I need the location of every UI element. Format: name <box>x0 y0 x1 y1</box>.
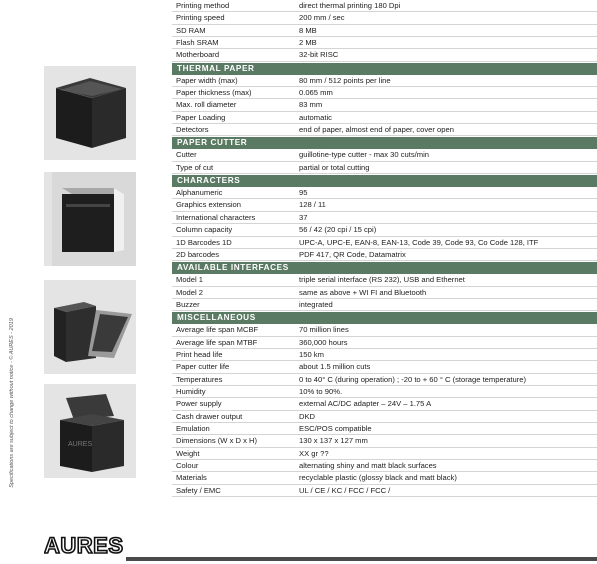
spec-label: Paper thickness (max) <box>176 88 252 98</box>
miscellaneous-section <box>172 312 597 497</box>
printer-closed-image <box>44 66 136 160</box>
section-header-interfaces: AVAILABLE INTERFACES <box>172 262 597 274</box>
spec-row <box>172 99 597 111</box>
spec-row <box>172 411 597 423</box>
spec-value: 360,000 hours <box>299 337 348 347</box>
aures-logo <box>44 531 124 559</box>
printer-photo-lid-up <box>44 384 136 478</box>
spec-value: 200 mm / sec <box>299 13 345 23</box>
spec-row <box>172 87 597 99</box>
spec-label: Buzzer <box>176 299 200 309</box>
spec-row <box>172 75 597 87</box>
spec-row <box>172 162 597 174</box>
spec-label: Humidity <box>176 386 206 396</box>
spec-value: 150 km <box>299 349 324 359</box>
spec-value: DKD <box>299 411 316 421</box>
spec-row <box>172 386 597 398</box>
printer-lid-image <box>44 384 136 478</box>
spec-value: integrated <box>299 299 333 309</box>
spec-label: Flash SRAM <box>176 38 219 48</box>
spec-value: UL / CE / KC / FCC / FCC / <box>299 485 391 495</box>
spec-value: same as above + WI FI and Bluetooth <box>299 287 427 297</box>
section-header-characters: CHARACTERS <box>172 175 597 187</box>
spec-row <box>172 423 597 435</box>
section-header-miscellaneous: MISCELLANEOUS <box>172 312 597 324</box>
printer-front-image <box>44 172 136 266</box>
spec-label: Printing method <box>176 1 230 10</box>
spec-label: Colour <box>176 461 199 470</box>
spec-row <box>172 485 597 497</box>
spec-label: Cutter <box>176 150 197 160</box>
spec-row <box>172 49 597 61</box>
spec-label: 1D Barcodes 1D <box>176 237 232 247</box>
printer-photo-front <box>44 172 136 266</box>
printer-photo-open-cover <box>44 280 136 374</box>
miscellaneous-rows <box>172 324 597 497</box>
spec-value: 80 mm / 512 points per line <box>299 75 391 85</box>
spec-value: 8 MB <box>299 25 317 35</box>
spec-value: PDF 417, QR Code, Datamatrix <box>299 249 406 259</box>
thermal-paper-rows <box>172 75 597 137</box>
spec-label: Safety / EMC <box>176 485 221 495</box>
spec-row <box>172 124 597 136</box>
thermal-paper-section <box>172 63 597 137</box>
spec-value: alternating shiny and matt black surfaces <box>299 461 437 470</box>
spec-label: Model 1 <box>176 275 204 285</box>
spec-row <box>172 435 597 447</box>
spec-value: triple serial interface (RS 232), USB and Ethernet <box>299 275 465 285</box>
spec-row <box>172 37 597 49</box>
spec-label: Emulation <box>176 423 210 433</box>
paper-cutter-rows <box>172 149 597 174</box>
spec-row <box>172 337 597 349</box>
spec-row <box>172 237 597 249</box>
svg-text:AURES: AURES <box>68 441 93 448</box>
spec-value: recyclable plastic (glossy black and matt black) <box>299 473 457 483</box>
spec-label: Average life span MTBF <box>176 337 258 347</box>
product-photos <box>44 0 136 563</box>
spec-row <box>172 274 597 286</box>
spec-label: Graphics extension <box>176 200 242 210</box>
spec-value: 0.065 mm <box>299 88 333 98</box>
spec-value: 32-bit RISC <box>299 50 339 60</box>
spec-label: Paper width (max) <box>176 75 238 85</box>
characters-rows <box>172 187 597 261</box>
spec-value: 95 <box>299 188 308 198</box>
spec-value: external AC/DC adapter – 24V – 1.75 A <box>299 399 432 409</box>
spec-label: Detectors <box>176 125 209 135</box>
spec-value: partial or total cutting <box>299 162 370 172</box>
spec-value: 37 <box>299 212 308 222</box>
spec-value: 2 MB <box>299 38 317 48</box>
spec-row <box>172 374 597 386</box>
section-header-paper-cutter: PAPER CUTTER <box>172 137 597 149</box>
side-note-text: Specifications are subject to change without notice - © AURES - 2019 <box>9 318 15 488</box>
spec-label: Dimensions (W x D x H) <box>176 436 258 446</box>
spec-label: Weight <box>176 448 200 458</box>
spec-label: Paper cutter life <box>176 362 230 372</box>
characters-section <box>172 175 597 261</box>
spec-label: Model 2 <box>176 287 204 297</box>
spec-row <box>172 460 597 472</box>
spec-value: 83 mm <box>299 100 323 110</box>
spec-row <box>172 112 597 124</box>
spec-label: Average life span MCBF <box>176 325 259 335</box>
footer-rule <box>126 557 597 561</box>
spec-value: ESC/POS compatible <box>299 423 372 433</box>
top-spec-group <box>172 0 597 62</box>
spec-value: automatic <box>299 112 332 122</box>
spec-label: Cash drawer output <box>176 411 243 421</box>
interfaces-rows <box>172 274 597 311</box>
spec-value: about 1.5 million cuts <box>299 362 371 372</box>
printer-photo-closed <box>44 66 136 160</box>
spec-row <box>172 299 597 311</box>
spec-table <box>172 0 597 497</box>
paper-cutter-section <box>172 137 597 174</box>
spec-row <box>172 212 597 224</box>
spec-label: Materials <box>176 473 207 483</box>
spec-row <box>172 349 597 361</box>
spec-row <box>172 361 597 373</box>
spec-label: Power supply <box>176 399 222 409</box>
spec-value: 10% to 90%. <box>299 386 343 396</box>
spec-label: Column capacity <box>176 225 233 235</box>
spec-value: 70 million lines <box>299 325 349 335</box>
spec-row <box>172 448 597 460</box>
spec-value: 128 / 11 <box>299 200 326 210</box>
spec-row <box>172 149 597 161</box>
spec-value: 0 to 40° C (during operation) ; -20 to + 60 ° C (storage temperature) <box>299 374 527 384</box>
spec-label: Paper Loading <box>176 112 226 122</box>
spec-row <box>172 249 597 261</box>
section-header-thermal-paper: THERMAL PAPER <box>172 63 597 75</box>
spec-label: Motherboard <box>176 50 220 60</box>
spec-value: direct thermal printing 180 Dpi <box>299 1 401 10</box>
spec-row <box>172 224 597 236</box>
spec-row <box>172 472 597 484</box>
spec-value: 56 / 42 (20 cpi / 15 cpi) <box>299 225 377 235</box>
interfaces-section <box>172 262 597 311</box>
spec-label: SD RAM <box>176 25 206 35</box>
spec-value: XX gr ?? <box>299 448 329 458</box>
side-note <box>4 300 22 510</box>
spec-label: Alphanumeric <box>176 188 223 198</box>
spec-row <box>172 398 597 410</box>
spec-label: International characters <box>176 212 256 222</box>
spec-row <box>172 199 597 211</box>
spec-label: Printing speed <box>176 13 225 23</box>
spec-row <box>172 324 597 336</box>
spec-label: Type of cut <box>176 162 214 172</box>
spec-value: 130 x 137 x 127 mm <box>299 436 368 446</box>
spec-row <box>172 287 597 299</box>
spec-value: UPC-A, UPC-E, EAN-8, EAN-13, Code 39, Code 93, Co Code 128, ITF <box>299 237 539 247</box>
spec-label: Print head life <box>176 349 223 359</box>
spec-label: Temperatures <box>176 374 223 384</box>
spec-row <box>172 187 597 199</box>
spec-label: 2D barcodes <box>176 249 220 259</box>
spec-row <box>172 12 597 24</box>
spec-value: guillotine-type cutter - max 30 cuts/min <box>299 150 429 160</box>
printer-open-image <box>44 280 136 374</box>
spec-label: Max. roll diameter <box>176 100 237 110</box>
spec-value: end of paper, almost end of paper, cover open <box>299 125 454 135</box>
spec-row <box>172 0 597 12</box>
logo-text: AURES <box>44 533 124 558</box>
spec-row <box>172 25 597 37</box>
